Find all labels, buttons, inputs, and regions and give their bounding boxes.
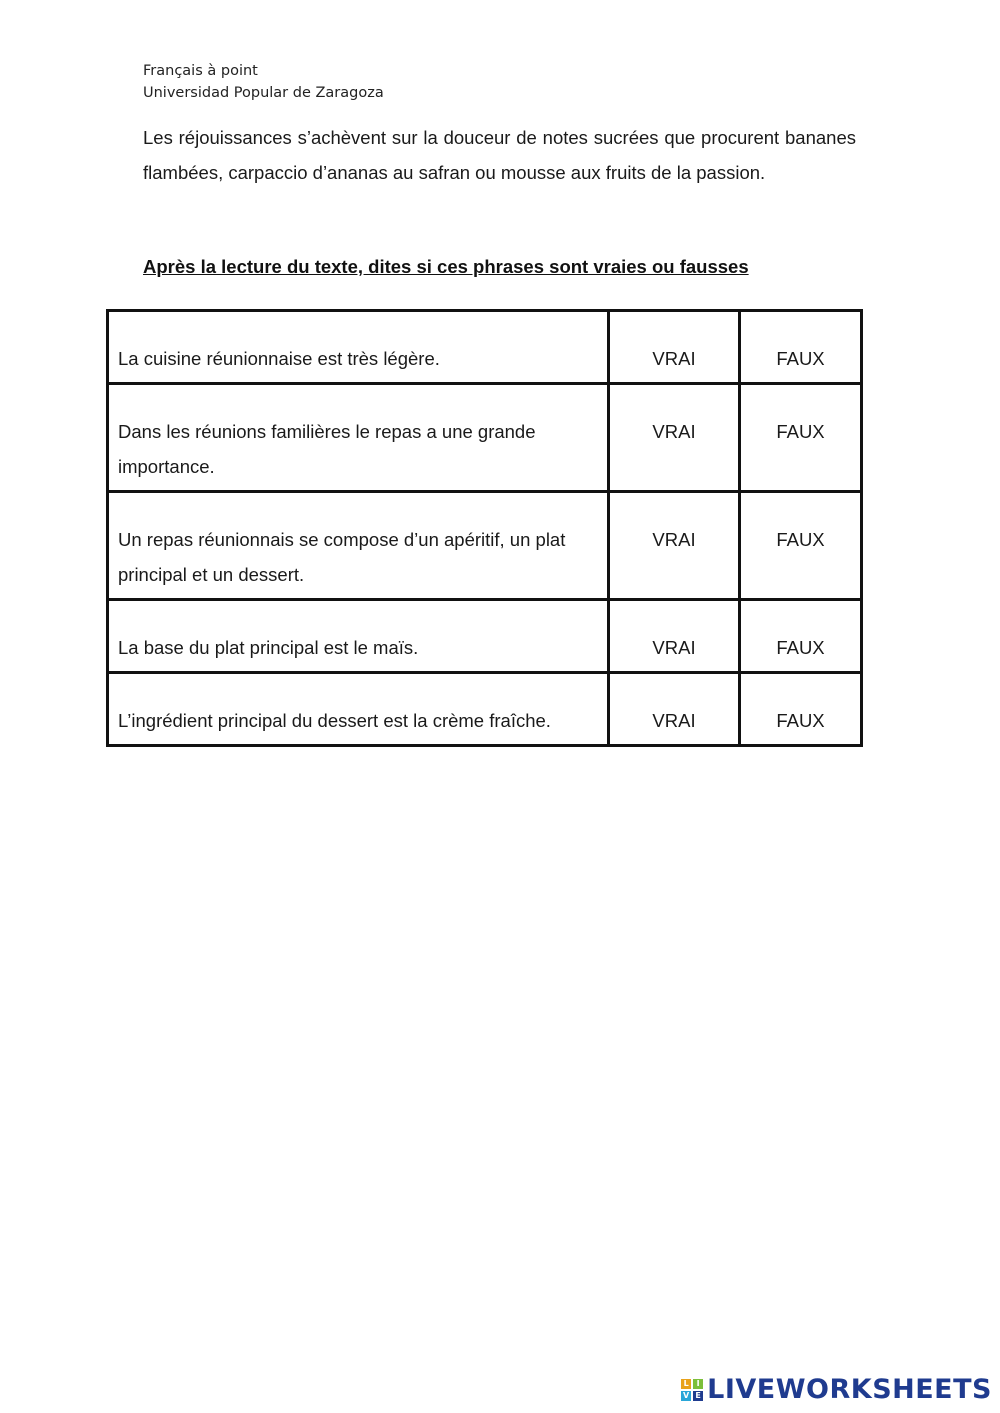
table-row (108, 492, 862, 600)
logo-mark-icon (681, 1379, 703, 1401)
logo-letter: L (681, 1379, 691, 1389)
intro-paragraph: Les réjouissances s’achèvent sur la douceur de notes sucrées que procurent bananes flambées, carpaccio d’ananas au safran ou mousse aux fruits de la passion. (143, 127, 856, 183)
true-false-table (106, 309, 863, 747)
statement-cell: L’ingrédient principal du dessert est la crème fraîche. (108, 673, 609, 746)
logo-letter: E (693, 1391, 703, 1401)
logo-text: LIVEWORKSHEETS (707, 1374, 992, 1405)
statement-text: Un repas réunionnais se compose d’un apéritif, un plat principal et un dessert. (118, 529, 566, 585)
true-option[interactable]: VRAI (609, 673, 740, 746)
document-header (143, 60, 384, 104)
table-row (108, 673, 862, 746)
statement-cell: La cuisine réunionnaise est très légère. (108, 311, 609, 384)
false-option[interactable]: FAUX (740, 311, 862, 384)
logo-letter: V (683, 1390, 690, 1400)
logo-letter: I (693, 1379, 703, 1389)
statement-cell (108, 492, 609, 600)
true-option[interactable]: VRAI (609, 311, 740, 384)
exercise-instruction: Après la lecture du texte, dites si ces phrases sont vraies ou fausses (143, 256, 749, 277)
true-option[interactable]: VRAI (609, 492, 740, 600)
header-institution: Universidad Popular de Zaragoza (143, 85, 384, 101)
false-option[interactable]: FAUX (740, 384, 862, 492)
true-option[interactable]: VRAI (609, 384, 740, 492)
false-option[interactable]: FAUX (740, 673, 862, 746)
true-option[interactable]: VRAI (609, 600, 740, 673)
table-row (108, 384, 862, 492)
statement-cell: La base du plat principal est le maïs. (108, 600, 609, 673)
table-row (108, 311, 862, 384)
liveworksheets-logo (681, 1374, 992, 1405)
statement-text: Dans les réunions familières le repas a une grande importance. (118, 421, 536, 477)
false-option[interactable]: FAUX (740, 600, 862, 673)
statement-cell (108, 384, 609, 492)
table-row (108, 600, 862, 673)
header-course-name: Français à point (143, 63, 258, 79)
false-option[interactable]: FAUX (740, 492, 862, 600)
